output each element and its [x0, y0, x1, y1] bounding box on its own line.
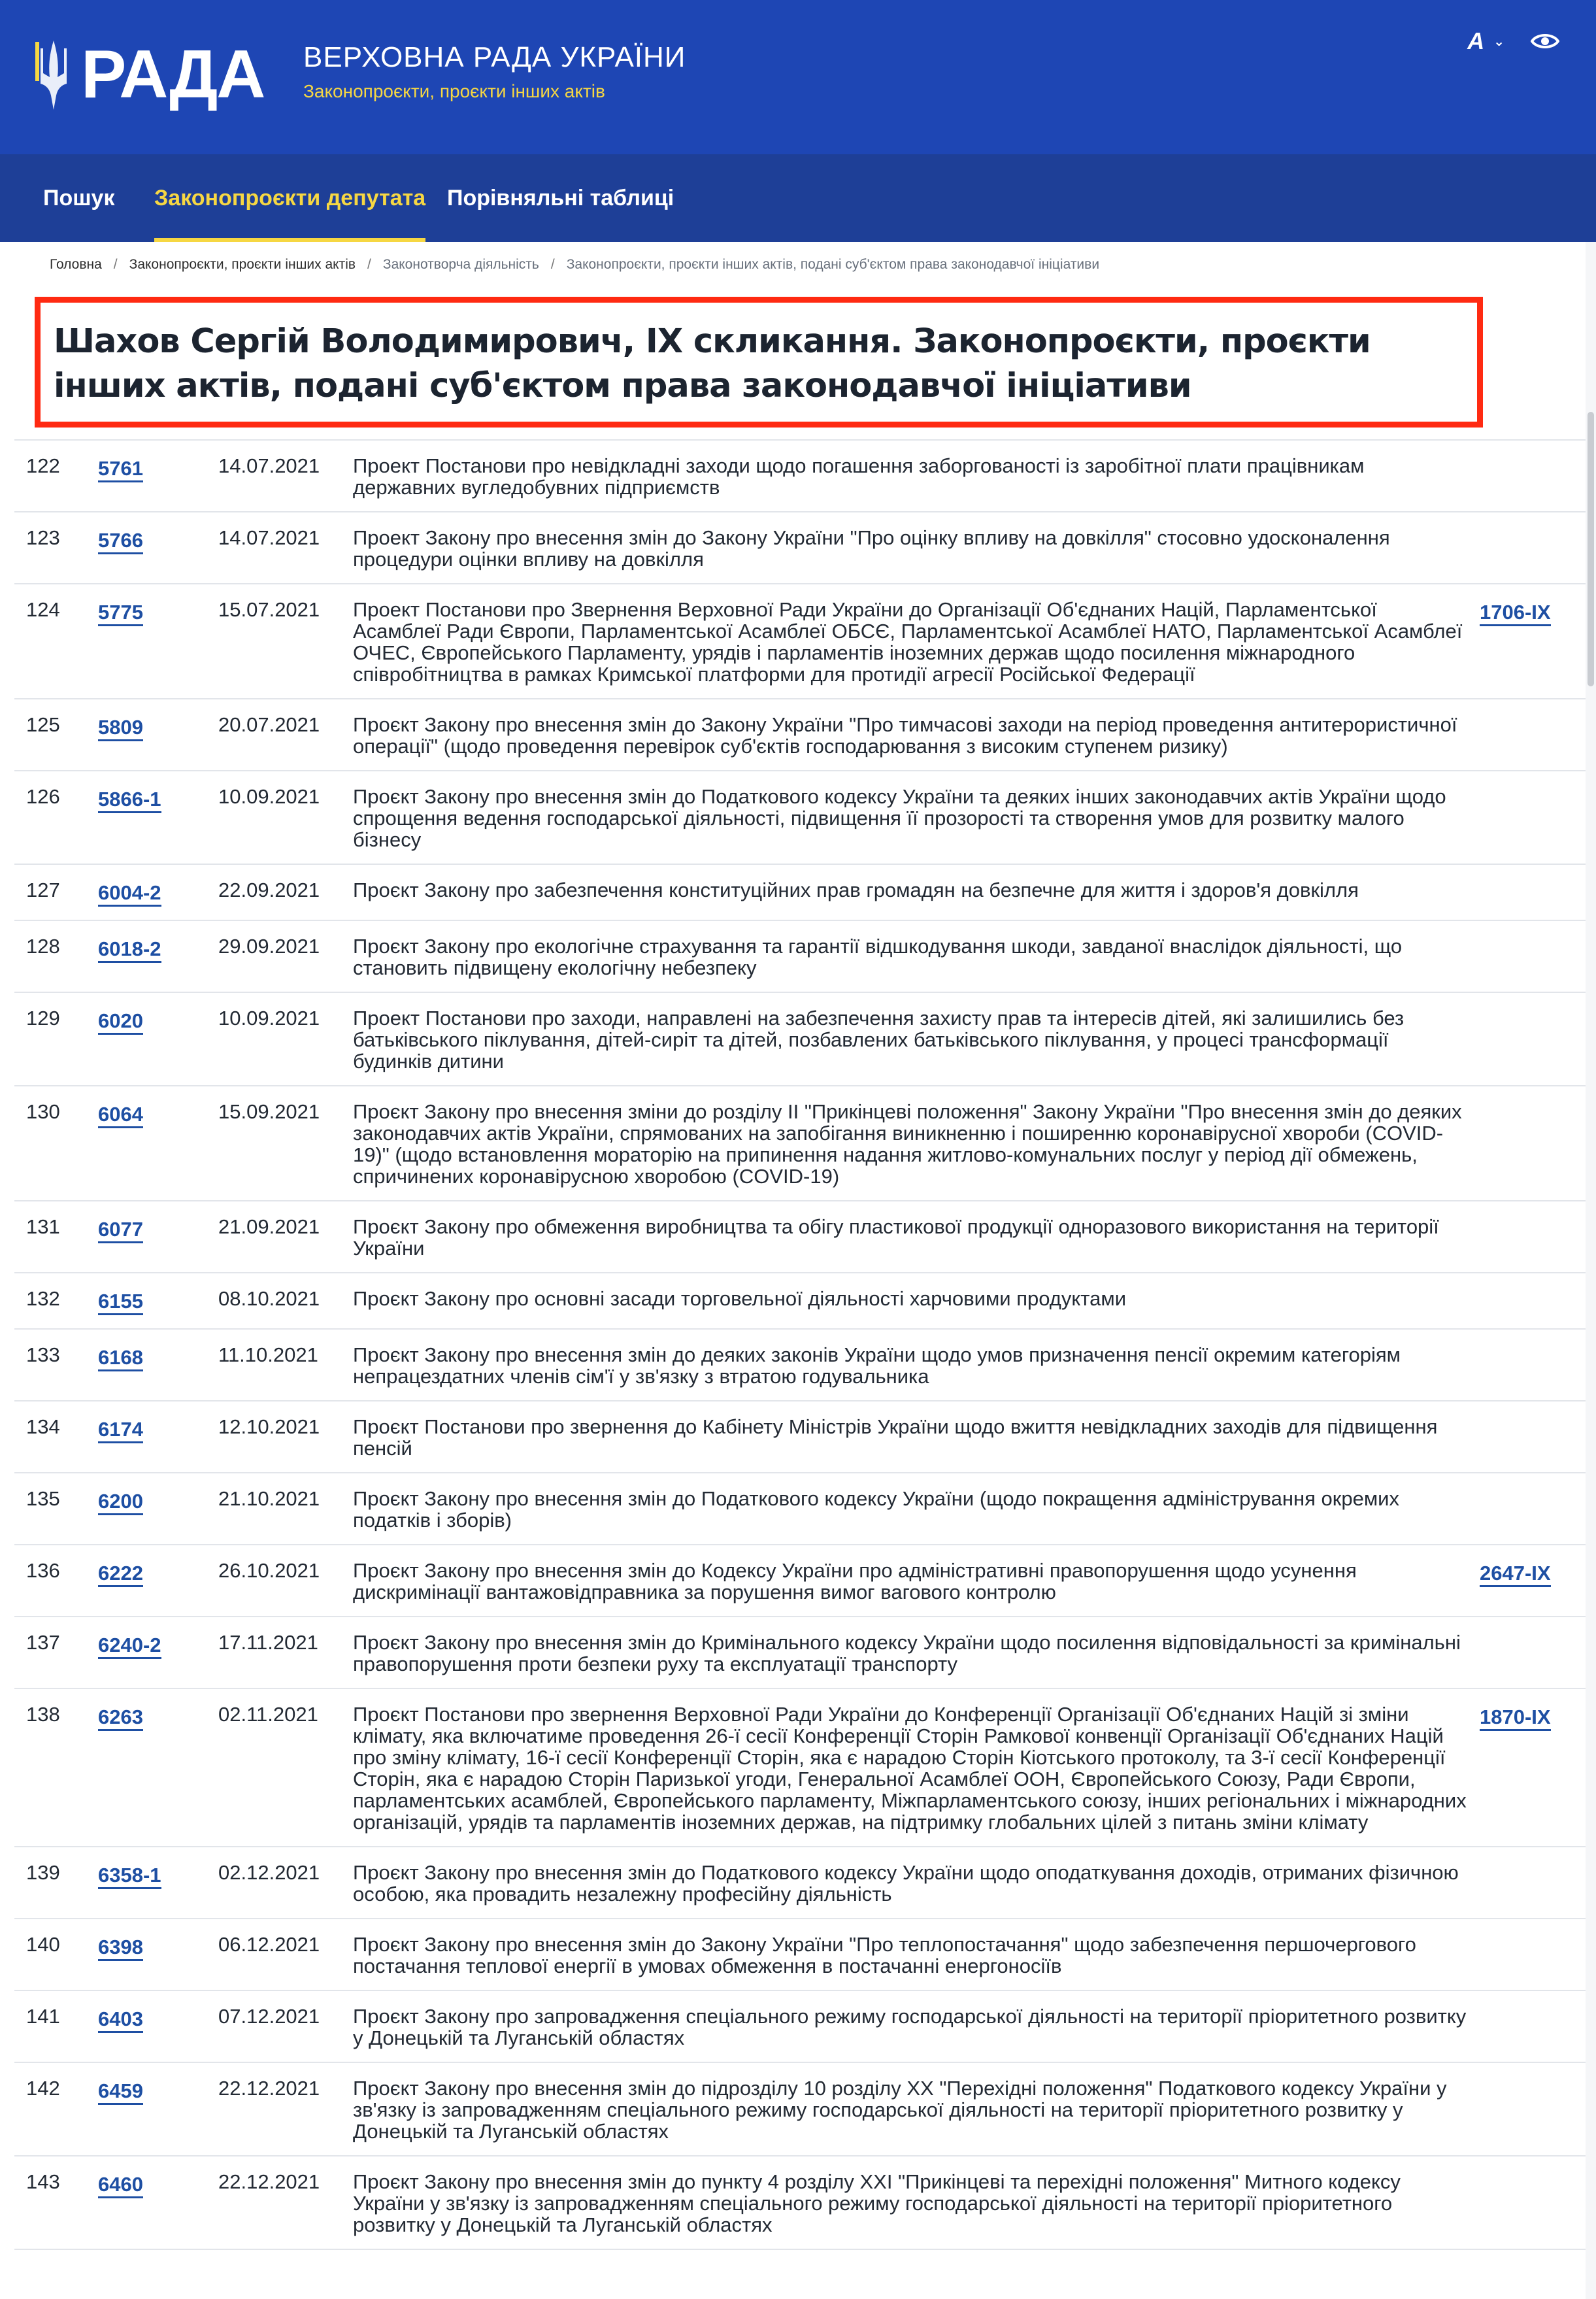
registration-date: 10.09.2021 [218, 771, 353, 864]
table-row [14, 512, 1588, 584]
row-number: 128 [26, 935, 60, 958]
row-number-cell [14, 992, 98, 1086]
breadcrumb-home[interactable]: Головна [50, 257, 102, 272]
bill-registration-link[interactable]: 5809 [98, 716, 143, 741]
row-number-cell [14, 1990, 98, 2062]
table-row [14, 1847, 1588, 1919]
adopted-law-cell [1480, 699, 1588, 771]
registration-date: 29.09.2021 [218, 920, 353, 992]
bill-title: Проект Постанови про невідкладні заходи щодо погашення заборгованості із заробітної плати працівникам державних вугледобувних підприємств [353, 440, 1480, 512]
bill-title: Проект Постанови про заходи, направлені на забезпечення захисту прав та інтересів дітей, які залишились без батьківського піклування, дітей-сиріт та дітей, позбавлених батьківського піклування, у процесі трансформації будинків дитини [353, 992, 1480, 1086]
bill-title: Проєкт Закону про внесення зміни до розділу II "Прикінцеві положення" Закону України "Про внесення змін до деяких законодавчих актів України, спрямованих на запобігання виникненню і поширенню коронавірусної хвороби (COVID-19)" (щодо встановлення мораторію на припинення надання житлово-комунальних послуг у період дії обмежень, спричинених коронавірусною хворобою (COVID-19) [353, 1086, 1480, 1201]
table-row [14, 1201, 1588, 1273]
bill-registration-link[interactable]: 6064 [98, 1103, 143, 1128]
adopted-law-cell [1480, 992, 1588, 1086]
nav-comparative-tables[interactable]: Порівняльні таблиці [447, 185, 674, 210]
registration-number-cell [98, 1919, 218, 1990]
registration-date: 15.09.2021 [218, 1086, 353, 1201]
row-number-cell [14, 1201, 98, 1273]
bill-registration-link[interactable]: 6240-2 [98, 1634, 161, 1659]
registration-date: 22.12.2021 [218, 2156, 353, 2249]
registration-number-cell [98, 1617, 218, 1688]
logo-wordmark: РАДА [81, 37, 265, 112]
registration-number-cell [98, 771, 218, 864]
table-row [14, 2062, 1588, 2156]
row-number-cell [14, 1847, 98, 1919]
registration-number-cell [98, 1990, 218, 2062]
adopted-law-link[interactable]: 1706-IX [1480, 601, 1551, 626]
row-number-cell [14, 864, 98, 920]
row-number: 137 [26, 1631, 60, 1654]
registration-number-cell [98, 2156, 218, 2249]
row-number: 122 [26, 454, 60, 477]
row-number-cell [14, 1086, 98, 1201]
bill-registration-link[interactable]: 5775 [98, 601, 143, 626]
registration-date: 02.11.2021 [218, 1688, 353, 1847]
row-number-cell [14, 584, 98, 699]
registration-number-cell [98, 512, 218, 584]
row-number: 133 [26, 1343, 60, 1366]
breadcrumb [50, 257, 1099, 273]
bill-title: Проєкт Закону про обмеження виробництва та обігу пластикової продукції одноразового використання на території України [353, 1201, 1480, 1273]
bill-title: Проект Постанови про Звернення Верховної Ради України до Організації Об'єднаних Націй, Парламентської Асамблеї Ради Європи, Парламентської Асамблеї ОБСЄ, Парламентської Асамблеї НАТО, Парламентської Асамблеї ОЧЕС, Європейського Парламенту, урядів і парламентів іноземних держав щодо посилення міжнародного співробітництва в рамках Кримської платформи для протидії агресії Російської Федерації [353, 584, 1480, 699]
row-number: 130 [26, 1100, 60, 1123]
bill-title: Проєкт Закону про внесення змін до Податкового кодексу України щодо оподаткування доходів, отриманих фізичною особою, яка провадить незалежну професійну діяльність [353, 1847, 1480, 1919]
adopted-law-cell [1480, 512, 1588, 584]
bill-title: Проєкт Закону про екологічне страхування та гарантії відшкодування шкоди, завданої внаслідок діяльності, що становить підвищену екологічну небезпеку [353, 920, 1480, 992]
registration-date: 02.12.2021 [218, 1847, 353, 1919]
bill-registration-link[interactable]: 6174 [98, 1418, 143, 1443]
row-number: 139 [26, 1861, 60, 1884]
registration-date: 11.10.2021 [218, 1329, 353, 1401]
registration-number-cell [98, 1273, 218, 1329]
bill-registration-link[interactable]: 6403 [98, 2008, 143, 2033]
bills-table [14, 439, 1588, 2250]
site-subtitle: Законопроєкти, проєкти інших актів [303, 81, 605, 101]
table-row [14, 1919, 1588, 1990]
bill-title: Проєкт Постанови про звернення Верховної Ради України до Конференції Організації Об'єднаних Націй зі зміни клімату, яка включатиме проведення 26-ї сесії Конференції Сторін Рамкової конвенції Організації Об'єднаних Націй про зміну клімату, 16-ї сесії Конференції Сторін, яка є нарадою Сторін Кіотського протоколу, та 3-ї сесії Конференції Сторін, яка є нарадою Сторін Паризької угоди, Генеральної Асамблеї ООН, Європейського Союзу, Ради Європи, парламентських асамблей, Європейського парламенту, Міжпарламентського союзу, інших регіональних і міжнародних організацій, урядів та парламентів іноземних держав, на підтримку глобальних цілей з питань зміни клімату [353, 1688, 1480, 1847]
table-row [14, 1273, 1588, 1329]
row-number-cell [14, 1273, 98, 1329]
row-number: 126 [26, 785, 60, 808]
row-number-cell [14, 1401, 98, 1473]
header-tools [1467, 27, 1559, 55]
nav-deputy-bills[interactable]: Законопроєкти депутата [154, 154, 425, 242]
site-header [0, 0, 1596, 154]
registration-date: 22.09.2021 [218, 864, 353, 920]
bill-registration-link[interactable]: 6020 [98, 1010, 143, 1035]
table-row [14, 771, 1588, 864]
row-number: 124 [26, 598, 60, 621]
bill-registration-link[interactable]: 5766 [98, 529, 143, 554]
adopted-law-cell [1480, 1688, 1588, 1847]
bill-title: Проєкт Закону про внесення змін до Кримінального кодексу України щодо посилення відповідальності за кримінальні правопорушення проти безпеки руху та експлуатації транспорту [353, 1617, 1480, 1688]
bill-title: Проєкт Постанови про звернення до Кабінету Міністрів України щодо вжиття невідкладних заходів для підвищення пенсій [353, 1401, 1480, 1473]
adopted-law-cell [1480, 2156, 1588, 2249]
registration-date: 22.12.2021 [218, 2062, 353, 2156]
row-number-cell [14, 2062, 98, 2156]
registration-number-cell [98, 992, 218, 1086]
row-number-cell [14, 512, 98, 584]
row-number-cell [14, 1473, 98, 1545]
registration-date: 07.12.2021 [218, 1990, 353, 2062]
table-row [14, 584, 1588, 699]
table-row [14, 992, 1588, 1086]
adopted-law-cell [1480, 1545, 1588, 1617]
bill-title: Проєкт Закону про внесення змін до Податкового кодексу України та деяких інших законодавчих актів України щодо спрощення ведення господарської діяльності, підвищення її прозорості та створення умов для розвитку малого бізнесу [353, 771, 1480, 864]
bill-registration-link[interactable]: 6077 [98, 1218, 143, 1243]
row-number: 136 [26, 1559, 60, 1582]
registration-date: 15.07.2021 [218, 584, 353, 699]
nav-search[interactable]: Пошук [43, 185, 115, 210]
registration-date: 20.07.2021 [218, 699, 353, 771]
table-row [14, 1688, 1588, 1847]
bill-registration-link[interactable]: 6018-2 [98, 938, 161, 963]
registration-date: 06.12.2021 [218, 1919, 353, 1990]
scrollbar-thumb[interactable] [1588, 412, 1594, 686]
row-number-cell [14, 1329, 98, 1401]
adopted-law-cell [1480, 1201, 1588, 1273]
row-number: 142 [26, 2077, 60, 2100]
table-row [14, 864, 1588, 920]
adopted-law-cell [1480, 1617, 1588, 1688]
accessibility-eye-icon[interactable] [1531, 32, 1559, 50]
adopted-law-cell [1480, 864, 1588, 920]
registration-number-cell [98, 699, 218, 771]
registration-number-cell [98, 1086, 218, 1201]
table-row [14, 440, 1588, 512]
registration-number-cell [98, 584, 218, 699]
bill-registration-link[interactable]: 6358-1 [98, 1864, 161, 1889]
table-row [14, 1617, 1588, 1688]
font-size-label: A [1467, 27, 1485, 54]
bills-table-body [14, 440, 1588, 2249]
registration-date: 21.10.2021 [218, 1473, 353, 1545]
trident-emblem-icon [35, 37, 72, 112]
adopted-law-cell [1480, 584, 1588, 699]
registration-number-cell [98, 440, 218, 512]
adopted-law-cell [1480, 1990, 1588, 2062]
row-number-cell [14, 1688, 98, 1847]
row-number: 140 [26, 1933, 60, 1956]
page-title: Шахов Сергій Володимирович, ІХ скликання. Законопроєкти, проєкти інших актів, подані суб'єктом права законодавчої ініціативи [54, 322, 1371, 405]
registration-number-cell [98, 1201, 218, 1273]
bill-title: Проєкт Закону про внесення змін до пункту 4 розділу XXI "Прикінцеві та перехідні положення" Митного кодексу України у зв'язку із запровадженням спеціального режиму господарської діяльності на території пріоритетного розвитку у Донецькій та Луганській областях [353, 2156, 1480, 2249]
row-number: 125 [26, 713, 60, 736]
row-number: 134 [26, 1415, 60, 1438]
registration-date: 14.07.2021 [218, 512, 353, 584]
adopted-law-link[interactable]: 1870-IX [1480, 1706, 1551, 1731]
bill-registration-link[interactable]: 6459 [98, 2080, 143, 2105]
breadcrumb-separator: / [550, 257, 555, 272]
bill-registration-link[interactable]: 6155 [98, 1290, 143, 1315]
bill-title: Проєкт Закону про забезпечення конституційних прав громадян на безпечне для життя і здоров'я довкілля [353, 864, 1480, 920]
row-number: 127 [26, 879, 60, 901]
table-row [14, 699, 1588, 771]
adopted-law-cell [1480, 1919, 1588, 1990]
row-number: 129 [26, 1007, 60, 1030]
adopted-law-cell [1480, 1329, 1588, 1401]
bill-registration-link[interactable]: 6460 [98, 2173, 143, 2198]
row-number-cell [14, 1617, 98, 1688]
table-row [14, 1401, 1588, 1473]
breadcrumb-separator: / [113, 257, 118, 272]
registration-number-cell [98, 1329, 218, 1401]
site-title: ВЕРХОВНА РАДА УКРАЇНИ [303, 41, 686, 73]
registration-number-cell [98, 1847, 218, 1919]
table-row [14, 1990, 1588, 2062]
bill-title: Проєкт Закону про внесення змін до Закону України "Про теплопостачання" щодо забезпечення першочергового постачання теплової енергії в умовах обмеження в постачанні енергоносіїв [353, 1919, 1480, 1990]
bill-registration-link[interactable]: 6200 [98, 1490, 143, 1515]
adopted-law-link[interactable]: 2647-IX [1480, 1562, 1551, 1587]
page-scrollbar[interactable] [1586, 242, 1596, 2299]
bill-title: Проєкт Закону про запровадження спеціального режиму господарської діяльності на території пріоритетного розвитку у Донецькій та Луганській областях [353, 1990, 1480, 2062]
registration-number-cell [98, 1545, 218, 1617]
registration-number-cell [98, 2062, 218, 2156]
row-number: 143 [26, 2170, 60, 2193]
row-number-cell [14, 1919, 98, 1990]
bill-registration-link[interactable]: 6263 [98, 1706, 143, 1731]
adopted-law-cell [1480, 920, 1588, 992]
registration-date: 26.10.2021 [218, 1545, 353, 1617]
registration-date: 21.09.2021 [218, 1201, 353, 1273]
registration-date: 10.09.2021 [218, 992, 353, 1086]
bill-registration-link[interactable]: 5761 [98, 458, 143, 482]
table-row [14, 920, 1588, 992]
bill-title: Проект Закону про внесення змін до Закону України "Про оцінку впливу на довкілля" стосовно удосконалення процедури оцінки впливу на довкілля [353, 512, 1480, 584]
breadcrumb-lawmaking[interactable]: Законотворча діяльність [382, 257, 539, 272]
row-number: 138 [26, 1703, 60, 1726]
row-number-cell [14, 699, 98, 771]
table-row [14, 1545, 1588, 1617]
registration-number-cell [98, 920, 218, 992]
row-number-cell [14, 440, 98, 512]
adopted-law-cell [1480, 2062, 1588, 2156]
table-row [14, 1473, 1588, 1545]
site-title-block [303, 43, 686, 101]
row-number: 132 [26, 1287, 60, 1310]
font-size-toggle[interactable] [1467, 27, 1505, 55]
bill-title: Проєкт Закону про внесення змін до Закону України "Про тимчасові заходи на період проведення антитерористичної операції" (щодо проведення перевірок суб'єктів господарювання з високим ступенем ризику) [353, 699, 1480, 771]
bill-title: Проєкт Закону про внесення змін до Податкового кодексу України (щодо покращення адміністрування окремих податків і зборів) [353, 1473, 1480, 1545]
chevron-down-icon: ⌄ [1493, 34, 1505, 49]
breadcrumb-separator: / [367, 257, 371, 272]
row-number-cell [14, 771, 98, 864]
adopted-law-cell [1480, 1847, 1588, 1919]
adopted-law-cell [1480, 771, 1588, 864]
table-row [14, 2156, 1588, 2249]
registration-date: 17.11.2021 [218, 1617, 353, 1688]
bill-registration-link[interactable]: 6004-2 [98, 882, 161, 907]
bill-registration-link[interactable]: 6168 [98, 1347, 143, 1371]
row-number-cell [14, 2156, 98, 2249]
registration-date: 12.10.2021 [218, 1401, 353, 1473]
row-number: 135 [26, 1487, 60, 1510]
page-title-highlight [35, 297, 1483, 428]
bill-registration-link[interactable]: 6222 [98, 1562, 143, 1587]
breadcrumb-current: Законопроєкти, проєкти інших актів, подані суб'єктом права законодавчої ініціативи [566, 257, 1100, 272]
main-nav [0, 154, 1596, 242]
row-number: 141 [26, 2005, 60, 2028]
registration-number-cell [98, 864, 218, 920]
registration-number-cell [98, 1473, 218, 1545]
row-number-cell [14, 1545, 98, 1617]
adopted-law-cell [1480, 1401, 1588, 1473]
bill-registration-link[interactable]: 6398 [98, 1936, 143, 1961]
row-number: 123 [26, 526, 60, 549]
row-number-cell [14, 920, 98, 992]
bill-title: Проєкт Закону про внесення змін до Кодексу України про адміністративні правопорушення щодо усунення дискримінації вантажовідправника за порушення вимог вагового контролю [353, 1545, 1480, 1617]
registration-number-cell [98, 1401, 218, 1473]
site-logo[interactable] [35, 37, 264, 112]
adopted-law-cell [1480, 1273, 1588, 1329]
breadcrumb-bills[interactable]: Законопроєкти, проєкти інших актів [129, 257, 356, 272]
adopted-law-cell [1480, 1473, 1588, 1545]
registration-date: 08.10.2021 [218, 1273, 353, 1329]
adopted-law-cell [1480, 1086, 1588, 1201]
registration-number-cell [98, 1688, 218, 1847]
bill-title: Проєкт Закону про внесення змін до підрозділу 10 розділу XX "Перехідні положення" Податкового кодексу України у зв'язку із запровадженням спеціального режиму господарської діяльності на території пріоритетного розвитку у Донецькій та Луганській областях [353, 2062, 1480, 2156]
table-row [14, 1086, 1588, 1201]
row-number: 131 [26, 1215, 60, 1238]
adopted-law-cell [1480, 440, 1588, 512]
table-row [14, 1329, 1588, 1401]
bill-registration-link[interactable]: 5866-1 [98, 788, 161, 813]
bill-title: Проєкт Закону про внесення змін до деяких законів України щодо умов призначення пенсії окремим категоріям непрацездатних членів сім'ї у зв'язку з втратою годувальника [353, 1329, 1480, 1401]
registration-date: 14.07.2021 [218, 440, 353, 512]
bill-title: Проєкт Закону про основні засади торговельної діяльності харчовими продуктами [353, 1273, 1480, 1329]
